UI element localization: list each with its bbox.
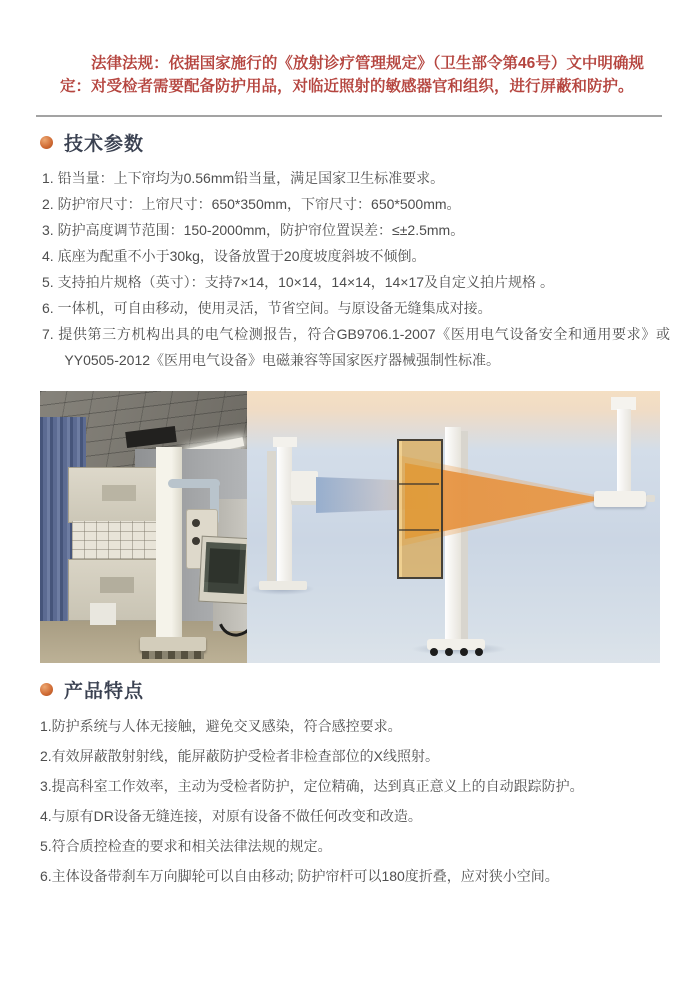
device-column: [156, 447, 182, 639]
product-figure: [40, 391, 660, 663]
features-section-header: [40, 676, 700, 703]
feature-list: [40, 718, 672, 885]
tube-stand-rail: [267, 451, 276, 581]
control-knob: [192, 519, 200, 527]
caster-wheel: [460, 648, 468, 656]
caster-wheel: [475, 648, 483, 656]
section-bullet-icon: [40, 683, 53, 696]
tube-head: [291, 471, 318, 505]
tube-stand-column: [277, 443, 292, 583]
feature-item: 6.主体设备带刹车万向脚轮可以自由移动; 防护帘杆可以180度折叠，应对狭小空间。: [40, 868, 559, 884]
legal-notice-text: 法律法规：依据国家施行的《放射诊疗管理规定》（卫生部令第46号）文中明确规定：对受检者需要配备防护用品，对临近照射的敏感器官和组织，进行屏蔽和防护。: [60, 55, 644, 95]
tech-section-header: [40, 129, 700, 156]
section-divider: [36, 115, 662, 117]
tech-section-title: 技术参数: [64, 134, 145, 155]
cabinet-label-plate: [102, 485, 136, 501]
tech-spec-item: 1. 铅当量：上下帘均为0.56mm铅当量，满足国家卫生标准要求。: [42, 170, 445, 186]
cabinet-label-plate: [100, 577, 134, 593]
tube-stand-cap: [273, 437, 297, 447]
detector-knob: [646, 495, 655, 502]
section-bullet-icon: [40, 136, 53, 149]
feature-item: 1.防护系统与人体无接触，避免交叉感染，符合感控要求。: [40, 718, 402, 734]
tech-spec-item: 3. 防护高度调节范围：150-2000mm，防护帘位置误差：≤±2.5mm。: [42, 222, 465, 238]
curtain-divider-line: [399, 529, 439, 531]
tech-spec-list: [42, 165, 670, 373]
device-pallet: [142, 651, 204, 659]
caster-wheel: [430, 648, 438, 656]
curtain-divider-line: [399, 483, 439, 485]
tube-stand-base: [259, 581, 307, 590]
tech-spec-item: 2. 防护帘尺寸：上帘尺寸：650*350mm，下帘尺寸：650*500mm。: [42, 196, 461, 212]
protective-curtain-panel: [397, 439, 443, 579]
wall-stand-column: [617, 409, 631, 497]
monitor-screen: [204, 542, 247, 594]
cabinet-middle-shelf: [72, 521, 156, 559]
product-photo: [40, 391, 247, 663]
device-illustration: [247, 391, 660, 663]
tech-spec-item: 7. 提供第三方机构出具的电气检测报告，符合GB9706.1-2007《医用电气设备安全和通用要求》或YY0505-2012《医用电气设备》电磁兼容等国家医疗器械强制性标准。: [42, 326, 670, 368]
feature-item: 4.与原有DR设备无缝连接，对原有设备不做任何改变和改造。: [40, 808, 422, 824]
features-section-title: 产品特点: [64, 681, 145, 702]
mobile-stand-rail: [461, 431, 468, 639]
tech-spec-item: 6. 一体机，可自由移动，使用灵活，节省空间。与原设备无缝集成对接。: [42, 300, 492, 316]
feature-item: 2.有效屏蔽散射射线，能屏蔽防护受检者非检查部位的X线照射。: [40, 748, 440, 764]
control-knob: [192, 537, 200, 545]
device-base: [140, 637, 206, 651]
feature-item: 3.提高科室工作效率，主动为受检者防护，定位精确，达到真正意义上的自动跟踪防护。: [40, 778, 584, 794]
detector-housing: [594, 491, 646, 507]
tech-spec-item: 5. 支持拍片规格（英寸）：支持7×14，10×14，14×14，14×17及自定义拍片规格 。: [42, 274, 554, 290]
caster-wheel: [445, 648, 453, 656]
tech-spec-item: 4. 底座为配重不小于30kg，设备放置于20度坡度斜坡不倾倒。: [42, 248, 426, 264]
small-white-bin: [90, 603, 116, 625]
feature-item: 5.符合质控检查的要求和相关法律法规的规定。: [40, 838, 332, 854]
